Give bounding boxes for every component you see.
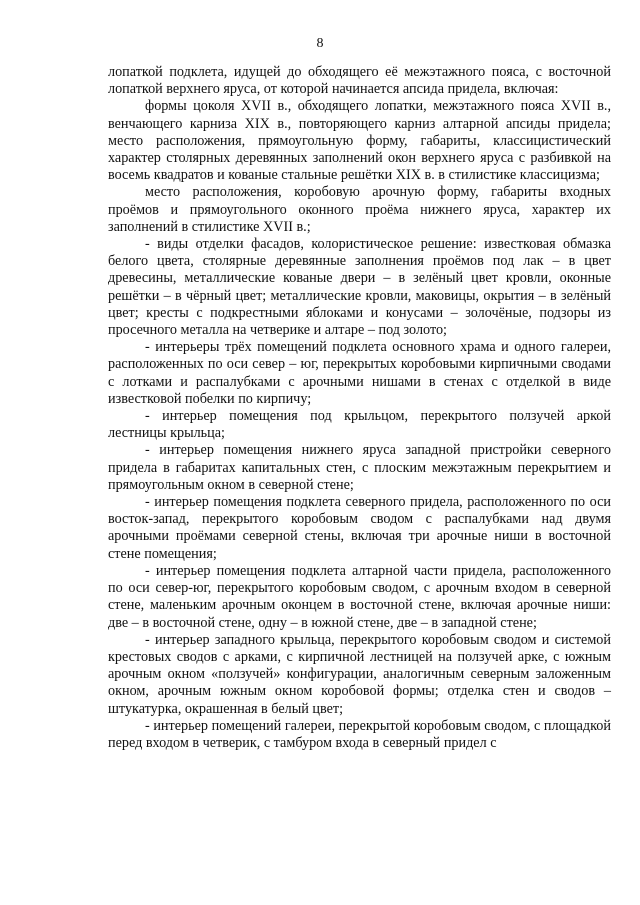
paragraph-entrances: место расположения, коробовую арочную форму, габариты входных проёмов и прямоугольного оконного проёма нижнего яруса, характер их заполнений в стилистике XVII в.;	[108, 184, 611, 235]
page-number: 8	[316, 36, 324, 51]
paragraph-north-chapel-podklet: - интерьер помещения подклета северного придела, расположенного по оси восток-запад, перекрытого коробовым сводом с распалубками над двумя арочными проёмами северной стены, включая три арочные ниши в восточной стене помещения;	[108, 494, 611, 562]
paragraph-altar-podklet: - интерьер помещения подклета алтарной части придела, расположенного по оси север-юг, перекрытого коробовым сводом, с арочным входом в северной стене, маленьким арочным оконцем в восточной стене, включая арочные ниши: две – в восточной стене, одну – в южной стене, две – в западной стене;	[108, 562, 611, 631]
paragraph-porch-room: - интерьер помещения под крыльцом, перекрытого ползучей аркой лестницы крыльца;	[108, 408, 611, 442]
paragraph-podklet-interiors: - интерьеры трёх помещений подклета основного храма и одного галереи, расположенных по оси север – юг, перекрытых коробовыми кирпичными сводами с лотками и распалубками с арочными нишами в стенах с отделкой в виде известковой побелки по кирпичу;	[108, 339, 611, 407]
paragraph-continuation: лопаткой подклета, идущей до обходящего её межэтажного пояса, с восточной лопаткой верхнего яруса, от которой начинается апсида придела, включая:	[108, 64, 611, 98]
paragraph-west-annex: - интерьер помещения нижнего яруса западной пристройки северного придела в габаритах капитальных стен, с плоским межэтажным перекрытием и прямоугольным окном в северной стене;	[108, 442, 611, 493]
paragraph-facade-finish: - виды отделки фасадов, колористическое решение: известковая обмазка белого цвета, столярные деревянные заполнения проёмов под лак – в цвет древесины, металлические кованые двери – в зелёный цвет кровли, оконные решётки – в чёрный цвет; металлические кровли, маковицы, окрытия – в зелёный цвет; кресты с подкрестными яблоками и конусами – золочёные, подзоры из просечного металла на четверике и алтаре – под золото;	[108, 236, 611, 339]
paragraph-gallery: - интерьер помещений галереи, перекрытой коробовым сводом, с площадкой перед входом в четверик, с тамбуром входа в северный придел с	[108, 717, 611, 751]
document-body	[108, 64, 611, 752]
paragraph-tsokol-forms: формы цоколя XVII в., обходящего лопатки, межэтажного пояса XVII в., венчающего карниза XIX в., повторяющего карниз алтарной апсиды придела; место расположения, прямоугольную форму, габариты, классицистический характер столярных деревянных заполнений окон верхнего яруса с разбивкой на восемь квадратов и кованые стальные решётки XIX в. в стилистике классицизма;	[108, 98, 611, 184]
paragraph-west-porch: - интерьер западного крыльца, перекрытого коробовым сводом и системой крестовых сводов с арками, с кирпичной лестницей на ползучей арке, с южным арочным окном «ползучей» конфигурации, аналогичным северным заложенным окном, арочным южным окном коробовой формы; отделка стен и сводов – штукатурка, окрашенная в белый цвет;	[108, 631, 611, 717]
